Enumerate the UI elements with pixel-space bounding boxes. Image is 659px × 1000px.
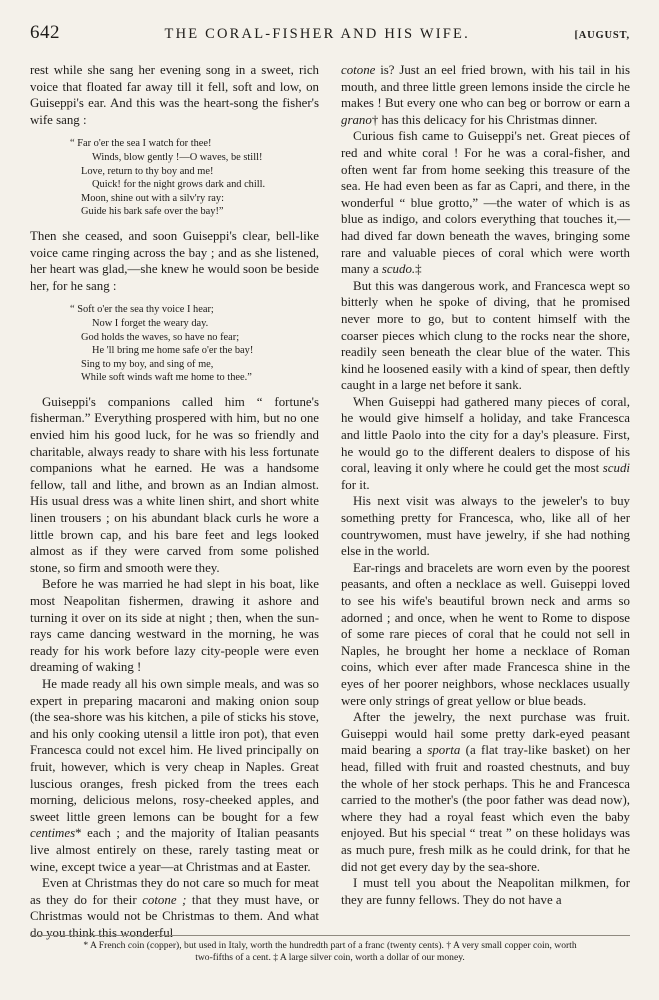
text-run: for it. [341,477,370,492]
italic-term: cotone [341,63,376,77]
footnote-line: * A French coin (copper), but used in Italy, worth the hundredth part of a franc (twenty cents). † A very small copper coin, worth [83,940,577,951]
poem-line: Guide his bark safe over the bay!” [81,206,224,218]
text-run: After the jewelry, the next purchase was fruit. Guiseppi would hail some pretty dark-eyed peasant maid bearing a [341,710,630,758]
poem-line: Now I forget the weary day. [92,317,209,329]
poem-line: God holds the waves, so have no fear; [81,331,240,343]
footnotes [30,935,630,965]
text-run: Even at Christmas they do not care so much for meat as they do for their [30,876,319,907]
poem-wife-song [70,137,319,219]
poem-line: “ Far o'er the sea I watch for thee! [70,138,212,150]
paragraph [30,676,319,875]
left-column [30,62,319,941]
italic-term: scudo. [381,262,416,277]
paragraph: Guiseppi's companions called him “ fortune's fisherman.” Everything prospered with him, but no one envied him his good luck, for he was so friendly and charitable, always ready to share with his less fortunate companions what he earned. He was a handsome fellow, tall and lithe, and brown as an Indian almost. His usual dress was a white linen shirt, and short white linen trousers ; on his abundant black curls he wore a little brown cap, and his bare feet and legs looked almost as if they were carved from some polished stone, so firm and smooth were they. [30,394,319,575]
italic-term: cotone ; [142,892,187,907]
paragraph [341,709,630,875]
paragraph: But this was dangerous work, and Francesca wept so bitterly when he spoke of diving, that he promised never more to go, but to content himself with the coarser pieces which clung to the rocks near the shore, readily seen beneath the clear blue of the water. This kind he loosened easily with a kind of spear, then deftly caught in a large net before it sank. [341,278,630,393]
running-header [30,22,630,46]
poem-line: Quick! for the night grows dark and chill. [92,179,266,191]
italic-term: sporta [427,743,461,758]
paragraph: Before he was married he had slept in his boat, like most Neapolitan fishermen, drawing it ashore and turning it over on its side at night ; then, when the sun-rays came dancing westward in the morning, he was ready for his work before lazy city-people were even dreaming of waking ! [30,577,319,675]
footnote-rule [30,935,630,936]
poem-line: Sing to my boy, and sing of me, [81,358,214,370]
poem-line: Winds, blow gently !—O waves, be still! [92,151,263,163]
text-run: that they must have, or Christmas would not be Christmas to them. And what do you think this wonderful [30,892,319,940]
paragraph [341,128,630,277]
page-number: 642 [30,22,60,43]
text-run: ‡ [415,262,422,277]
italic-term: scudi [602,461,630,476]
text-run: (a flat tray-like basket) on her head, filled with fruit and roasted chestnuts, and buy the whole of her stock perhaps. This he and Francesca carried to the mother's (the poor father was dead now), where they had a royal feast which even the baby enjoyed. But his special “ treat ” on these holidays was as much pure, fresh milk as he could drink, for that he did not get every day by the sea-shore. [341,743,630,874]
paragraph: I must tell you about the Neapolitan milkmen, for they are funny fellows. They do not have a [341,876,630,907]
text-run: † has this delicacy for his Christmas dinner. [371,112,598,127]
text-run: Curious fish came to Guiseppi's net. Great pieces of red and white coral ! For he was a coral-fisher, and often went far from home seeking this treasure of the sea. He had even been as far as Capri, and there, in the wonderful “ blue grotto,” —the water of which is as blue as indigo, and colors everything that touches it,—had dived far down beneath the waves, bringing some rare and valuable pieces of coral which were worth many a [341,129,630,277]
running-title: THE CORAL-FISHER AND HIS WIFE. [164,26,470,42]
paragraph [30,875,319,941]
footnote-line: two-fifths of a cent. ‡ A large silver coin, worth a dollar of our money. [195,952,465,964]
italic-term: centimes [30,826,76,841]
text-run: When Guiseppi had gathered many pieces of coral, he would give himself a holiday, and take Francesca and little Paolo into the city for a day's pleasure. First, he would go to the different dealers to dispose of his coral, leaving it only where he could get the most [341,394,630,476]
issue-month: [AUGUST, [574,30,630,41]
paragraph: rest while she sang her evening song in a sweet, rich voice that floated far away till it fell, soft and low, on Guiseppi's ear. And this was the heart-song the fisher's wife sang : [30,63,319,127]
paragraph [341,62,630,128]
right-column [341,62,630,908]
poem-fisher-song [70,303,319,385]
italic-term: grano [341,112,372,127]
text-run: is? Just an eel fried brown, with his tail in his mouth, and three little green lemons inside the circle he makes ! But every one who can beg or borrow or earn a [341,63,630,111]
poem-line: While soft winds waft me home to thee.” [81,372,252,384]
paragraph: His next visit was always to the jeweler's to buy something pretty for Francesca, who, like all of her countrywomen, must have jewelry, if she had nothing else in the world. [341,494,630,559]
paragraph: Then she ceased, and soon Guiseppi's clear, bell-like voice came ringing across the bay ; and as she listened, her heart was glad,—she knew he would soon be beside her, for he sang : [30,228,319,293]
text-run: * each ; and the majority of Italian peasants live almost entirely on these, rarely tasting meat or wine, except twice a year—at Christmas and at Easter. [30,826,319,874]
text-run: He made ready all his own simple meals, and was so expert in preparing macaroni and making onion soup (the sea-shore was his kitchen, a pile of sticks his stove, and his only cooking utensil a little iron pot), that even Francesca could not excel him. He lived principally on fruit, however, which is very cheap in Naples. Great luscious oranges, fresh picked from the trees each morning, delicious melons, rosy-cheeked apples, and sweet little green lemons can be bought for a few [30,676,319,824]
poem-line: Moon, shine out with a silv'ry ray: [81,192,224,204]
paragraph: Ear-rings and bracelets are worn even by the poorest peasants, and often a necklace as well. Guiseppi loved to see his wife's beautiful brown neck and arms so adorned ; and once, when he went to Rome to dispose of some rare pieces of coral that he could not sell in Naples, he brought her home a necklace of Roman coins, which ever after made Francesca shine in the eyes of her poorer neighbors, whose necklaces usually were only strings of great yellow or blue beads. [341,560,630,708]
paragraph [341,394,630,494]
poem-line: Love, return to thy boy and me! [81,165,214,177]
poem-line: He 'll bring me home safe o'er the bay! [92,345,254,357]
poem-line: “ Soft o'er the sea thy voice I hear; [70,304,214,316]
